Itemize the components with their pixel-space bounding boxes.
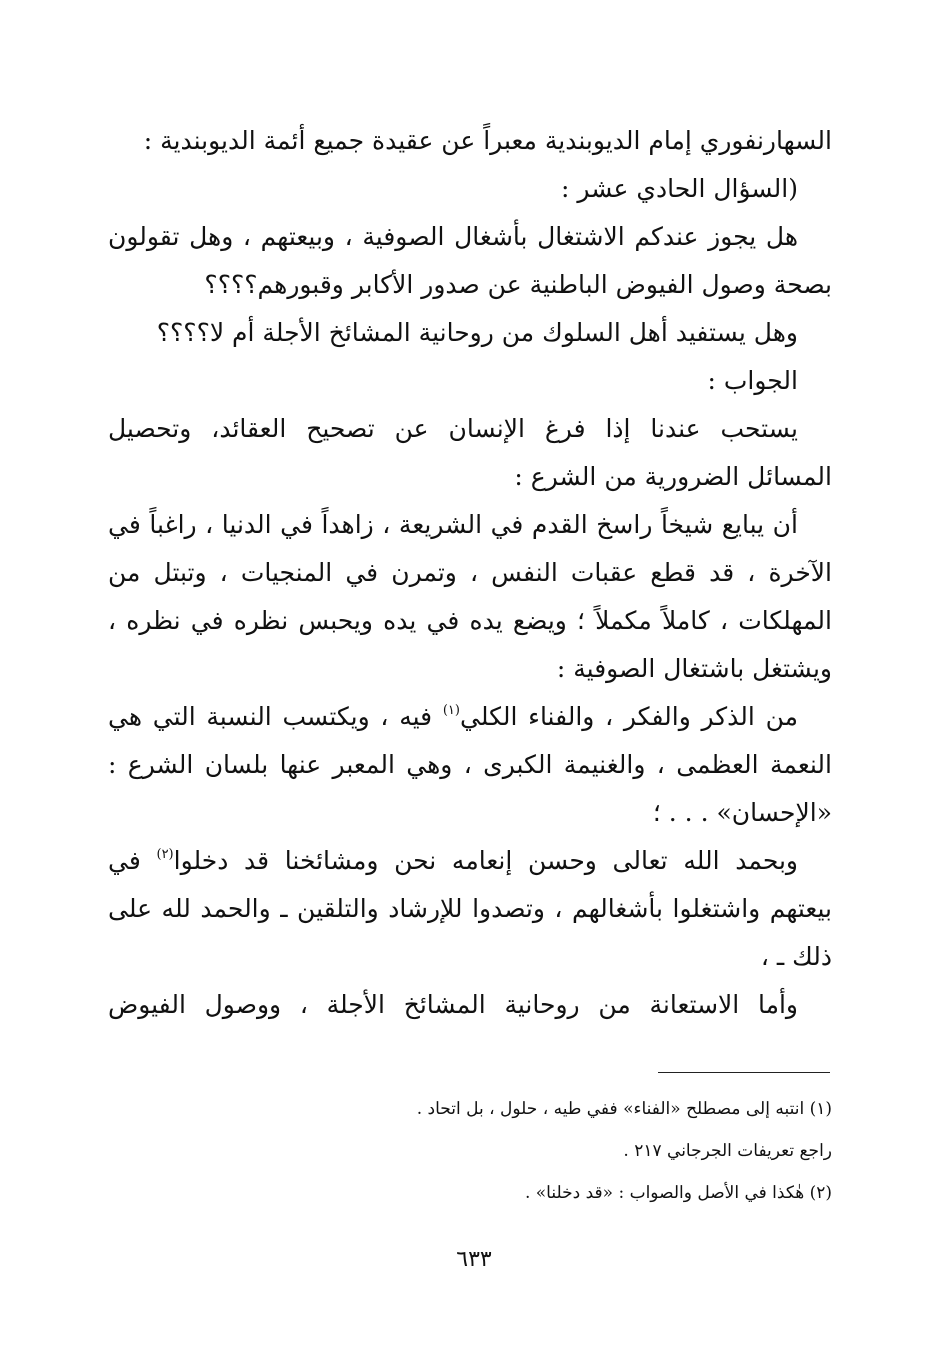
text-line: النعمة العظمى ، والغنيمة الكبرى ، وهي المعبر عنها بلسان الشرع : <box>108 750 832 779</box>
text-line <box>108 837 832 885</box>
text-line: الآخرة ، قد قطع عقبات النفس ، وتمرن في المنجيات ، وتبتل من <box>108 558 832 587</box>
text-line: وهل يستفيد أهل السلوك من روحانية المشائخ الأجلة أم لا؟؟؟؟ <box>156 318 798 347</box>
text-line: هل يجوز عندكم الاشتغال بأشغال الصوفية ، وبيعتهم ، وهل تقولون <box>108 222 798 251</box>
footnote-ref-1: (١) <box>442 703 460 718</box>
text-line: بصحة وصول الفيوض الباطنية عن صدور الأكابر وقبورهم؟؟؟؟ <box>204 270 832 299</box>
text-segment: وبحمد الله تعالى وحسن إنعامه نحن ومشائخنا قد دخلوا <box>173 846 798 875</box>
text-segment: فيه ، ويكتسب النسبة التي هي <box>108 702 443 731</box>
footnote-2: (٢) هٰكذا في الأصل والصواب : «قد دخلنا» . <box>524 1183 832 1203</box>
footnote-ref-2: (٢) <box>156 847 174 862</box>
text-line: وأما الاستعانة من روحانية المشائخ الأجلة ، ووصول الفيوض <box>108 990 798 1019</box>
text-line <box>108 693 832 741</box>
text-line: أن يبايع شيخاً راسخ القدم في الشريعة ، زاهداً في الدنيا ، راغباً في <box>108 510 798 539</box>
footnote-1: (١) انتبه إلى مصطلح «الفناء» ففي طيه ، حلول ، بل اتحاد . <box>416 1099 832 1119</box>
main-text <box>108 117 832 1029</box>
text-segment: من الذكر والفكر ، والفناء الكلي <box>459 702 799 731</box>
text-line: ذلك ـ ، <box>760 942 832 971</box>
text-line: الجواب : <box>707 366 798 395</box>
text-line: المسائل الضرورية من الشرع : <box>514 462 832 491</box>
text-line: (السؤال الحادي عشر : <box>561 174 798 203</box>
text-line: «الإحسان» . . . ؛ <box>652 798 832 827</box>
text-line: يستحب عندنا إذا فرغ الإنسان عن تصحيح العقائد، وتحصيل <box>108 414 798 443</box>
page-number: ٦٣٣ <box>456 1247 492 1272</box>
footnote-separator <box>658 1072 830 1073</box>
text-line: ويشتغل باشتغال الصوفية : <box>556 654 832 683</box>
text-line: بيعتهم واشتغلوا بأشغالهم ، وتصدوا للإرشاد والتلقين ـ والحمد لله على <box>108 894 832 923</box>
text-line: السهارنفوري إمام الديوبندية معبراً عن عقيدة جميع أئمة الديوبندية : <box>143 126 832 155</box>
footnote-1-continued: راجع تعريفات الجرجاني ٢١٧ . <box>623 1141 832 1161</box>
text-segment: في <box>108 846 157 875</box>
footnotes <box>108 1088 832 1214</box>
text-line: المهلكات ، كاملاً مكملاً ؛ ويضع يده في يده ويحبس نظره في نظره ، <box>108 606 832 635</box>
